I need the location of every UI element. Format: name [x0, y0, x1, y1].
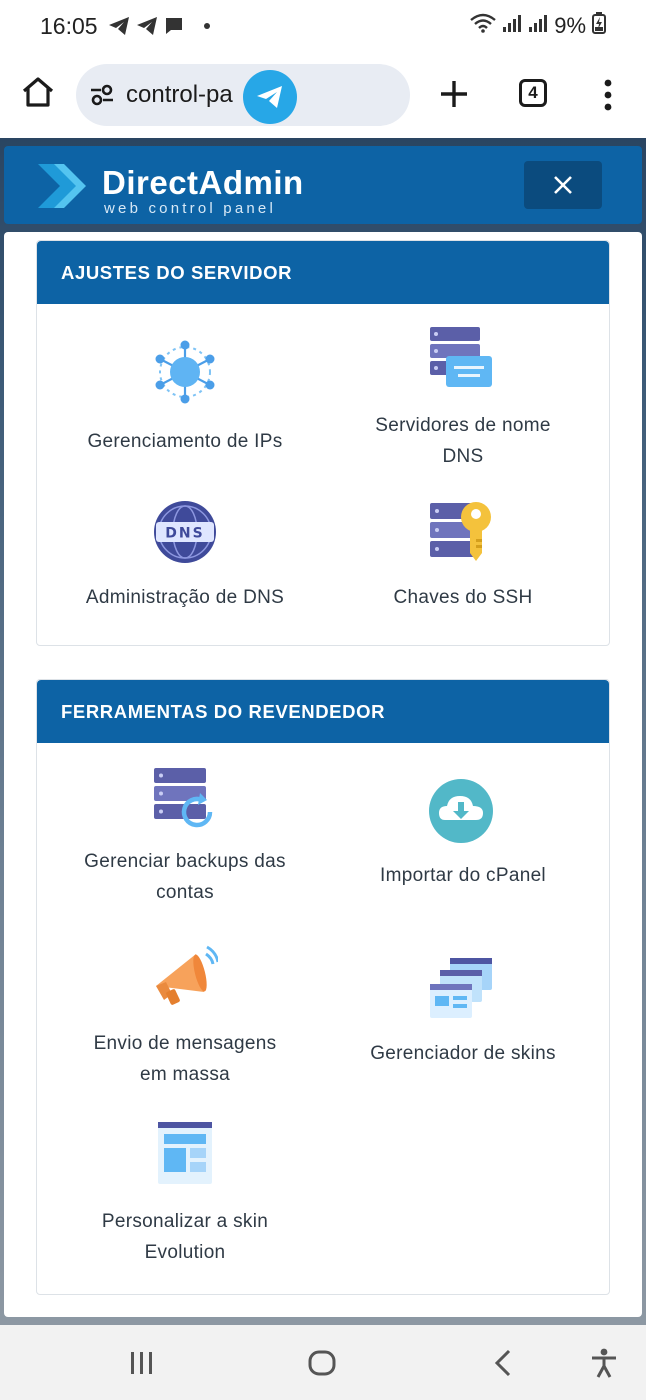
web-page [0, 138, 646, 1325]
tab-switcher-button[interactable]: 4 [519, 79, 547, 107]
telegram-icon [108, 16, 130, 36]
url-text[interactable]: control-pa [126, 81, 233, 108]
skins-icon [428, 956, 494, 1022]
section-reseller-tools [36, 679, 610, 1295]
close-menu-button[interactable] [524, 161, 602, 209]
browser-toolbar [0, 52, 646, 138]
brand-title: DirectAdmin [102, 164, 304, 201]
status-time: 16:05 [40, 12, 98, 39]
ssh-key-icon [428, 499, 494, 565]
back-icon[interactable] [488, 1347, 520, 1379]
tile-label: Gerenciador de skins [370, 1043, 556, 1064]
site-settings-icon[interactable] [88, 81, 116, 109]
status-bar [0, 0, 646, 52]
accessibility-icon[interactable] [588, 1347, 620, 1379]
tile-label: Gerenciamento de IPs [87, 431, 283, 452]
tile-label: em massa [139, 1064, 231, 1085]
close-icon [552, 174, 574, 196]
megaphone-icon [152, 942, 218, 1008]
recent-apps-icon[interactable] [126, 1347, 158, 1379]
tile-label: Servidores de nome [375, 415, 551, 436]
tile-label: Chaves do SSH [393, 587, 533, 608]
tile-ip-management[interactable] [45, 331, 325, 471]
backup-server-icon [152, 766, 218, 832]
section-server-settings [36, 240, 610, 646]
battery-charging-icon [592, 12, 606, 40]
svg-text:DNS: DNS [165, 525, 205, 542]
more-menu-icon[interactable] [598, 78, 618, 112]
tile-dns-nameservers[interactable] [323, 331, 603, 471]
more-notifications-dot [204, 23, 210, 29]
nameserver-icon [428, 325, 494, 391]
ip-network-icon [152, 339, 218, 405]
directadmin-logo-icon [34, 158, 90, 214]
tile-label: Gerenciar backups das [84, 851, 286, 872]
new-tab-icon[interactable] [438, 78, 470, 110]
tile-skin-manager[interactable] [323, 938, 603, 1088]
tile-manage-backups[interactable] [45, 760, 325, 910]
tile-ssh-keys[interactable] [323, 497, 603, 627]
tile-label: contas [156, 882, 214, 903]
tile-import-cpanel[interactable] [323, 760, 603, 910]
signal-icon [528, 13, 548, 39]
cloud-download-icon [428, 778, 494, 844]
section-title: AJUSTES DO SERVIDOR [37, 241, 609, 304]
telegram-bubble-icon[interactable] [243, 70, 297, 124]
section-title: FERRAMENTAS DO REVENDEDOR [37, 680, 609, 743]
tile-label: DNS [442, 446, 484, 467]
signal-icon [502, 13, 522, 39]
battery-percent: 9% [554, 13, 586, 38]
tile-mass-messaging[interactable] [45, 938, 325, 1088]
brand-subtitle: web control panel [104, 200, 276, 217]
chat-icon [164, 16, 184, 36]
layout-icon [152, 1120, 218, 1186]
system-nav-bar [0, 1325, 646, 1400]
tile-label: Importar do cPanel [380, 865, 546, 886]
tile-dns-administration[interactable] [45, 497, 325, 627]
tile-customize-evolution-skin[interactable] [45, 1116, 325, 1266]
dns-globe-icon [152, 499, 218, 565]
tile-label: Administração de DNS [85, 587, 285, 608]
home-nav-icon[interactable] [306, 1347, 338, 1379]
home-icon[interactable] [20, 74, 56, 110]
wifi-icon [470, 13, 496, 39]
tile-label: Evolution [144, 1242, 226, 1263]
telegram-icon [136, 16, 158, 36]
menu-panel [4, 232, 642, 1317]
tile-label: Personalizar a skin [101, 1211, 269, 1232]
directadmin-header [4, 146, 642, 224]
tile-label: Envio de mensagens [93, 1033, 277, 1054]
